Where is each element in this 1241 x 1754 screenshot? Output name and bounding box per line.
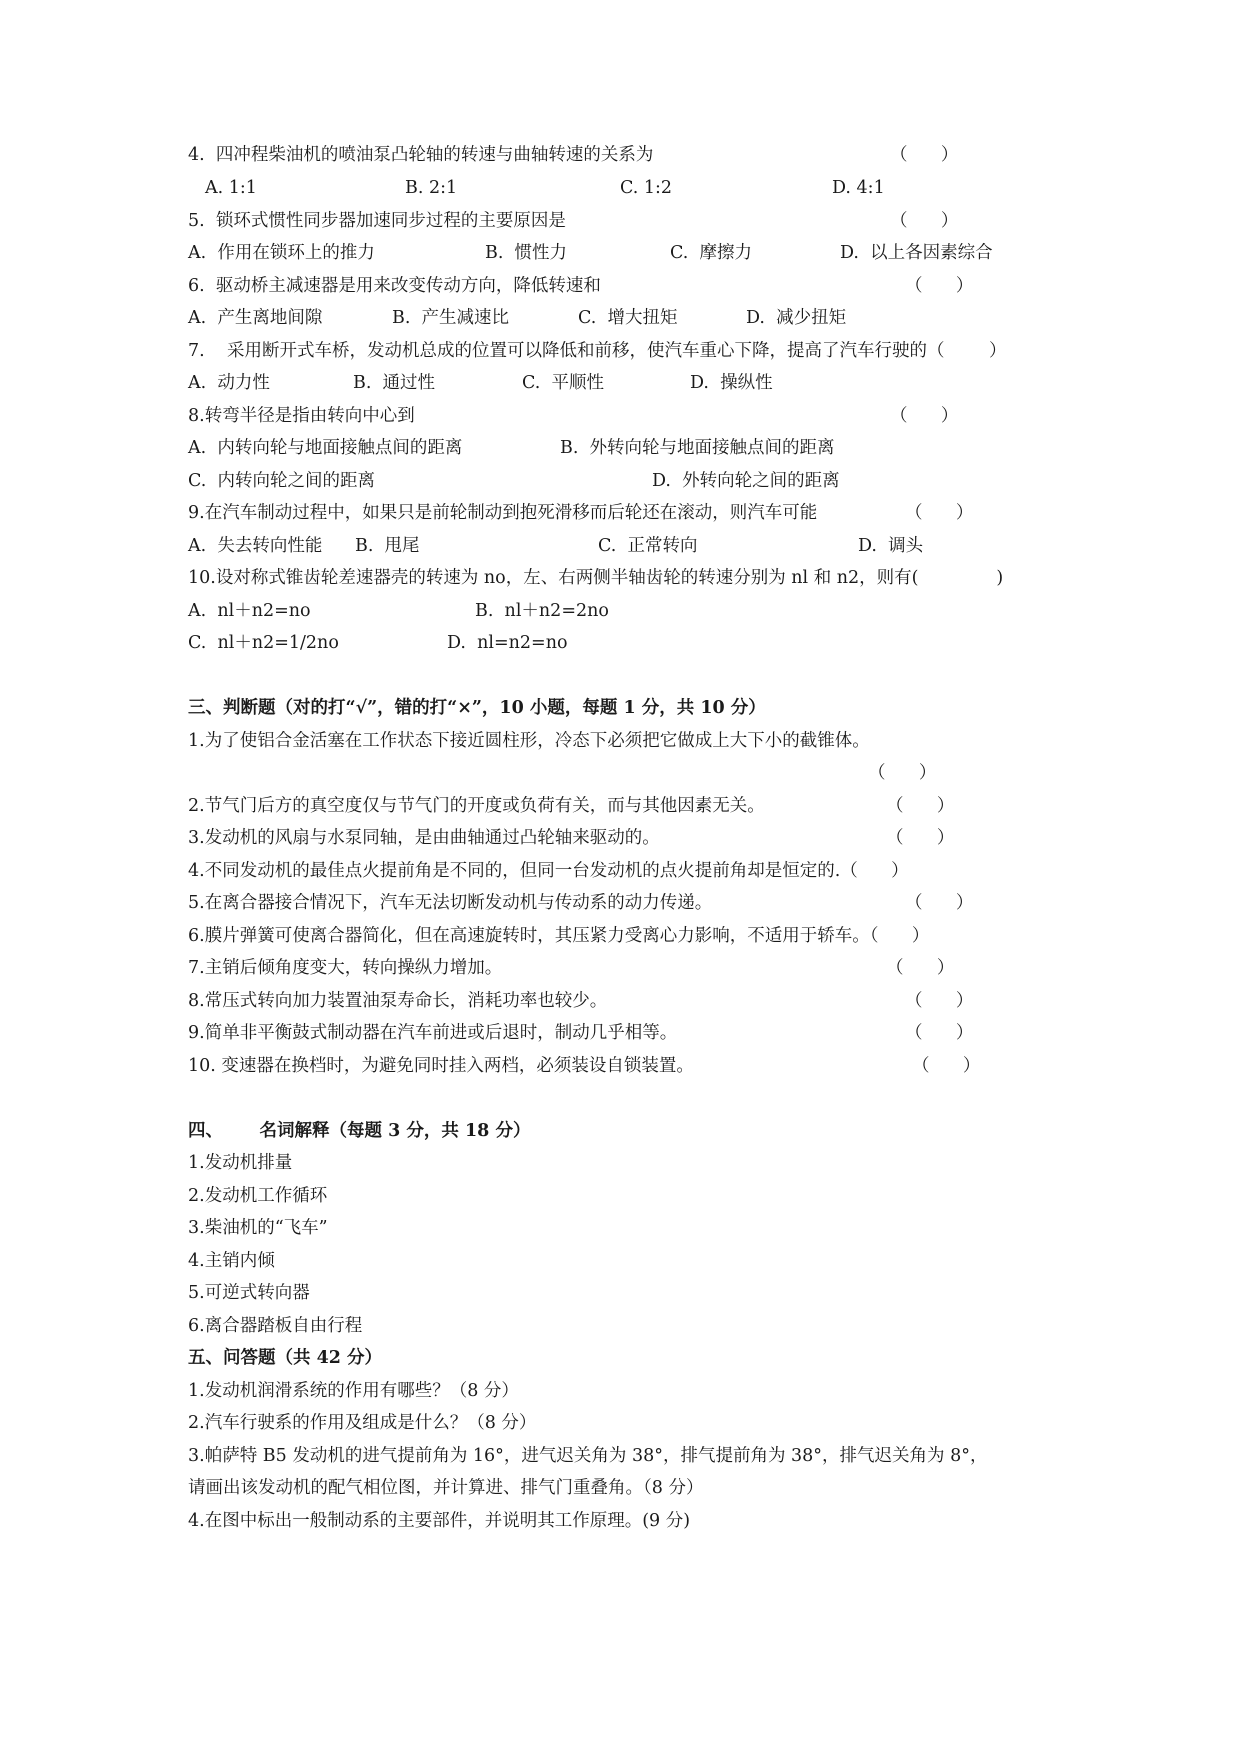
option-text: C. 正常转向 [598,536,698,556]
question-line: 2.节气门后方的真空度仅与节气门的开度或负荷有关，而与其他因素无关。 [188,796,765,816]
option-text: D. nl=n2=no [447,633,568,653]
answer-bracket: （ ） [868,763,937,783]
question-line: A. 产生离地间隙 [188,308,323,328]
section-heading: 五、问答题（共 42 分） [188,1348,383,1368]
question-line: A. 失去转向性能 [188,536,323,556]
question-line: 7. 采用断开式车桥，发动机总成的位置可以降低和前移，使汽车重心下降，提高了汽车行驶的（ ） [188,341,1007,361]
answer-bracket: （ ） [905,1023,974,1043]
question-line: 1.发动机润滑系统的作用有哪些？（8 分） [188,1381,519,1401]
option-text: C. 1:2 [620,178,673,198]
question-line: C. nl＋n2=1/2no [188,633,339,653]
question-line: 1.发动机排量 [188,1153,293,1173]
option-text: D. 外转向轮之间的距离 [652,471,840,491]
answer-bracket: （ ） [912,1056,981,1076]
section-heading: 四、 名词解释（每题 3 分，共 18 分） [188,1121,531,1141]
question-line: 10. 变速器在换档时，为避免同时挂入两档，必须装设自锁装置。 [188,1056,694,1076]
question-line: 9.简单非平衡鼓式制动器在汽车前进或后退时，制动几乎相等。 [188,1023,678,1043]
question-line: 请画出该发动机的配气相位图，并计算进、排气门重叠角。（8 分） [188,1478,704,1498]
question-line: A. 作用在锁环上的推力 [188,243,375,263]
option-text: B. 产生减速比 [392,308,510,328]
option-text: D. 以上各因素综合 [840,243,993,263]
question-line: 3.柴油机的“飞车” [188,1218,328,1238]
question-line: 4. 四冲程柴油机的喷油泵凸轮轴的转速与曲轴转速的关系为 [188,145,654,165]
question-line: 8.转弯半径是指由转向中心到 [188,406,415,426]
question-line: 2.发动机工作循环 [188,1186,328,1206]
option-text: B. 通过性 [353,373,436,393]
option-text: C. 增大扭矩 [578,308,678,328]
question-line: 2.汽车行驶系的作用及组成是什么？（8 分） [188,1413,537,1433]
option-text: B. 2:1 [405,178,458,198]
option-text: B. 外转向轮与地面接触点间的距离 [560,438,835,458]
question-line: 4.在图中标出一般制动系的主要部件，并说明其工作原理。(9 分) [188,1511,691,1531]
answer-bracket: （ ） [886,958,955,978]
answer-bracket: （ ） [890,211,959,231]
question-line: A. 动力性 [188,373,270,393]
answer-bracket: （ ） [890,406,959,426]
question-line: 5.可逆式转向器 [188,1283,310,1303]
question-line: 6.膜片弹簧可使离合器简化，但在高速旋转时，其压紧力受离心力影响，不适用于轿车。（ ） [188,926,930,946]
question-line: 4.不同发动机的最佳点火提前角是不同的，但同一台发动机的点火提前角却是恒定的.（ ） [188,861,909,881]
option-text: D. 操纵性 [690,373,773,393]
question-line: 1.为了使铝合金活塞在工作状态下接近圆柱形，冷态下必须把它做成上大下小的截锥体。 [188,731,870,751]
question-line: 6. 驱动桥主减速器是用来改变传动方向，降低转速和 [188,276,601,296]
question-line: C. 内转向轮之间的距离 [188,471,375,491]
question-line: 3.发动机的风扇与水泵同轴，是由曲轴通过凸轮轴来驱动的。 [188,828,660,848]
question-line: A. 内转向轮与地面接触点间的距离 [188,438,463,458]
question-line: 9.在汽车制动过程中，如果只是前轮制动到抱死滑移而后轮还在滚动，则汽车可能 [188,503,818,523]
question-line: 4.主销内倾 [188,1251,275,1271]
option-text: B. 惯性力 [485,243,568,263]
question-line: 6.离合器踏板自由行程 [188,1316,363,1336]
answer-bracket: （ ） [890,145,959,165]
option-text: D. 调头 [858,536,924,556]
section-heading: 三、判断题（对的打“√”，错的打“×”，10 小题，每题 1 分，共 10 分） [188,698,766,718]
answer-bracket: （ ） [886,796,955,816]
question-line: 8.常压式转向加力装置油泵寿命长，消耗功率也较少。 [188,991,608,1011]
question-line: A. nl＋n2=no [188,601,311,621]
option-text: D. 减少扭矩 [746,308,847,328]
option-text: D. 4:1 [832,178,885,198]
answer-bracket: （ ） [886,828,955,848]
option-text: B. 甩尾 [355,536,420,556]
question-line: 5. 锁环式惯性同步器加速同步过程的主要原因是 [188,211,566,231]
question-line: 3.帕萨特 B5 发动机的进气提前角为 16°，进气迟关角为 38°，排气提前角为 38°，排气迟关角为 8°， [188,1446,988,1466]
answer-bracket: （ ） [905,991,974,1011]
question-line: 7.主销后倾角度变大，转向操纵力增加。 [188,958,503,978]
question-line: 5.在离合器接合情况下，汽车无法切断发动机与传动系的动力传递。 [188,893,713,913]
option-text: B. nl＋n2=2no [475,601,609,621]
answer-bracket: （ ） [905,503,974,523]
option-text: C. 平顺性 [522,373,604,393]
option-text: C. 摩擦力 [670,243,752,263]
question-line: A. 1:1 [205,178,257,198]
question-line: 10.设对称式锥齿轮差速器壳的转速为 no，左、右两侧半轴齿轮的转速分别为 nl 和 n2，则有( ) [188,568,1004,588]
answer-bracket: （ ） [905,276,974,296]
answer-bracket: （ ） [905,893,974,913]
